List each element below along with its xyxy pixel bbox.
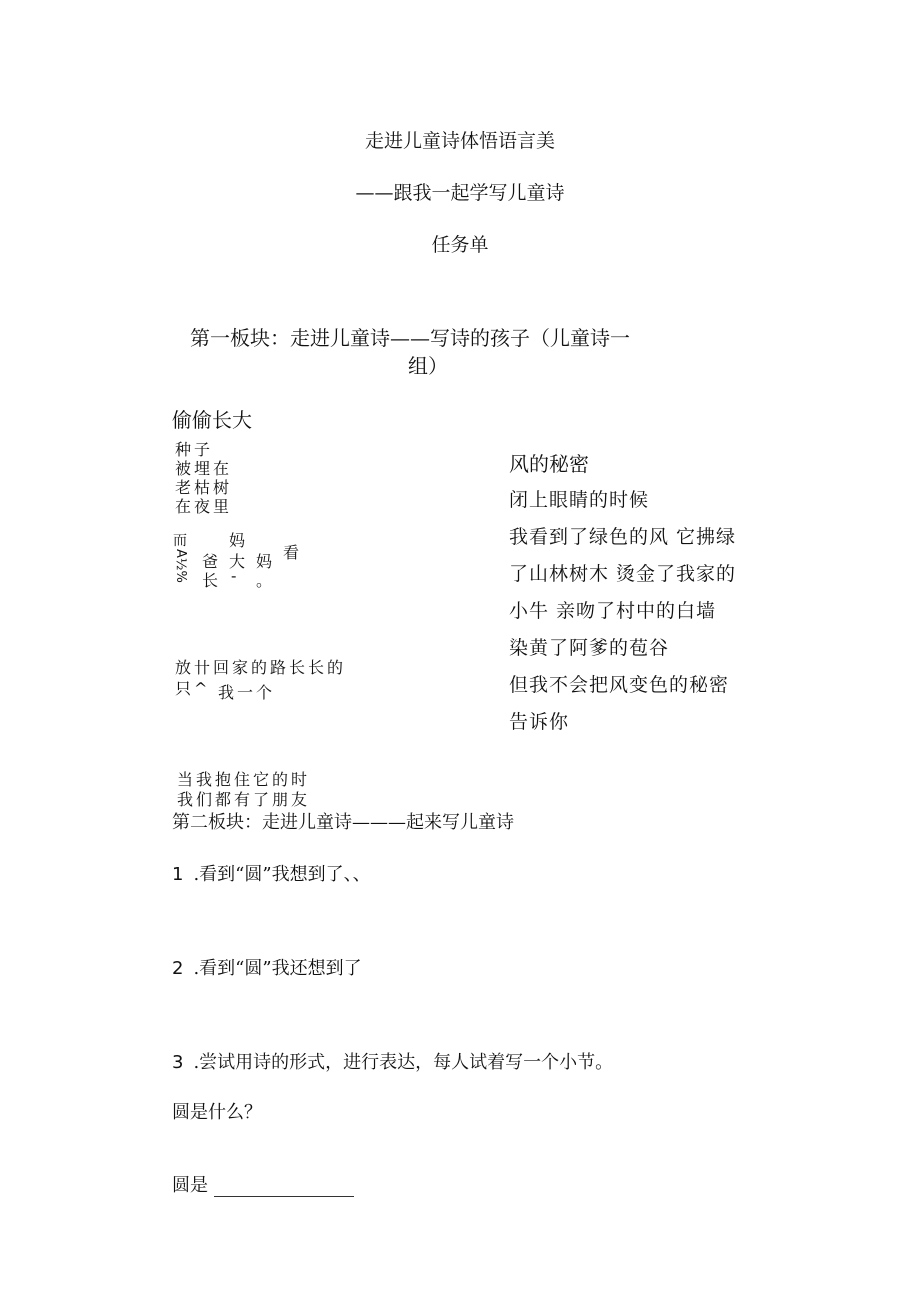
circle-answer-prefix: 圆是 xyxy=(172,1175,208,1196)
poem1-stanza2-glyph: A½% xyxy=(173,549,188,583)
poem2-line: 闭上眼睛的时候 xyxy=(509,489,650,511)
answer-blank[interactable] xyxy=(214,1178,354,1197)
section2-heading: 第二板块：走进儿童诗———起来写儿童诗 xyxy=(172,812,514,833)
poem1-stanza2-glyph: - xyxy=(231,566,240,585)
poem1-stanza2-glyph: 而 xyxy=(173,533,190,549)
poem1-stanza1-line: 老枯树 xyxy=(175,478,233,497)
poem2-line: 了山林树木 烫金了我家的 xyxy=(509,563,737,585)
question-1-number: 1 xyxy=(172,864,184,885)
poem2-line: 但我不会把风变色的秘密 xyxy=(509,674,730,696)
poem1-stanza3-line: 我一个 xyxy=(218,683,276,702)
section1-heading-line2: 组） xyxy=(408,354,448,378)
question-2 xyxy=(172,954,362,980)
question-3-text: .尝试用诗的形式，进行表达，每人试着写一个小节。 xyxy=(193,1052,614,1073)
poem1-stanza4-line: 我们都有了朋友 xyxy=(177,790,311,809)
poem1-stanza4-line: 当我抱住它的时 xyxy=(177,770,311,789)
poem1-stanza2-glyph: 妈 xyxy=(256,552,276,571)
poem1-stanza2-glyph: 妈 xyxy=(229,531,249,550)
question-3 xyxy=(172,1048,613,1074)
question-2-text: .看到“圆”我还想到了 xyxy=(193,958,362,979)
question-1 xyxy=(172,860,371,886)
circle-answer-line xyxy=(172,1171,354,1197)
question-2-number: 2 xyxy=(172,958,184,979)
poem1-stanza1-line: 被埋在 xyxy=(175,459,233,478)
poem2-line: 染黄了阿爹的苞谷 xyxy=(509,637,670,659)
question-3-number: 3 xyxy=(172,1052,184,1073)
poem1-stanza1-line: 种子 xyxy=(175,440,214,459)
poem1-stanza2-glyph: 长 xyxy=(202,571,222,590)
poem1-title: 偷偷长大 xyxy=(172,408,252,432)
poem2-line: 我看到了绿色的风 它拂绿 xyxy=(509,526,737,548)
poem1-stanza1-line: 在夜里 xyxy=(175,497,233,516)
circle-question: 圆是什么？ xyxy=(172,1102,262,1123)
poem2-line: 小牛 亲吻了村中的白墙 xyxy=(509,600,717,622)
poem1-stanza2-glyph: 。 xyxy=(256,571,276,590)
doc-type: 任务单 xyxy=(431,234,489,256)
doc-title: 走进儿童诗体悟语言美 xyxy=(364,130,555,152)
poem1-stanza2-glyph: 爸 xyxy=(202,552,222,571)
poem1-stanza2-glyph: 看 xyxy=(283,543,303,562)
poem1-stanza3-line: 只^ xyxy=(175,679,211,698)
poem1-stanza3-line: 放卄回家的路长长的 xyxy=(175,658,347,677)
poem2-line: 告诉你 xyxy=(509,711,570,733)
doc-subtitle: ——跟我一起学写儿童诗 xyxy=(355,182,565,204)
poem1-stanza2-glyph: 大 xyxy=(229,552,249,571)
section1-heading-line1: 第一板块：走进儿童诗——写诗的孩子（儿童诗一 xyxy=(190,326,630,350)
poem2-title: 风的秘密 xyxy=(509,452,589,476)
question-1-text: .看到“圆”我想到了、、 xyxy=(193,864,371,885)
